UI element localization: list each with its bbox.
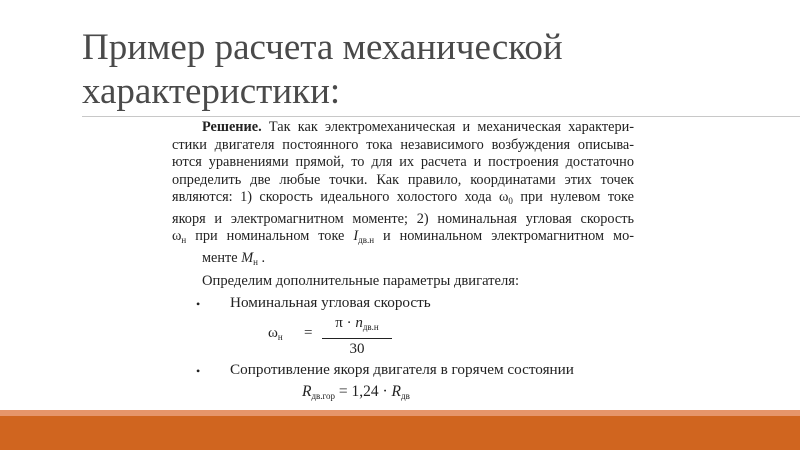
footer-bar (0, 416, 800, 450)
formula1-omega: ω (268, 324, 278, 341)
formula2-r1-subscript: дв.гор (311, 390, 336, 401)
formula2-r2-subscript: дв (401, 390, 410, 401)
solution-text-7a: при номинальном токе (186, 228, 354, 244)
solution-text-8b: . (257, 249, 266, 266)
solution-line-1 (172, 119, 634, 137)
solution-line-6: якоря и электромагнитном моменте; 2) номинальная угловая скорость (172, 210, 634, 227)
solution-text-5b: при нулевом токе (512, 189, 634, 205)
slide-title-line-1: Пример расчета механической (82, 27, 563, 68)
omega0-subscript: 0 (508, 196, 513, 206)
solution-line-3: ются уравнениями прямой, то для их расчета и построения достаточно (172, 154, 634, 170)
bullet-icon: • (196, 363, 201, 378)
solution-label: Решение. (202, 119, 262, 135)
solution-text-8a: менте (202, 249, 242, 266)
solution-line-7 (172, 228, 634, 250)
bullet-item-1 (172, 294, 634, 314)
moment-subscript: н (253, 256, 258, 267)
solution-line-5 (172, 189, 634, 211)
formula2-r1: R (302, 382, 312, 400)
formula2-expression (302, 383, 410, 406)
slide-content (172, 119, 634, 407)
formula1-n: n (355, 314, 363, 331)
formula1-pi: π · (335, 314, 356, 331)
formula1-denominator: 30 (349, 340, 365, 357)
fraction-bar (322, 338, 392, 339)
title-divider (82, 116, 800, 117)
bullet-text-1: Номинальная угловая скорость (230, 293, 431, 311)
solution-line-4: определить две любые точки. Как правило, координатами этих точек (172, 171, 634, 188)
bullet-item-2 (172, 361, 634, 381)
slide-title (82, 26, 722, 114)
omega-n-symbol: ω (172, 228, 182, 244)
bullet-icon: • (196, 296, 201, 311)
define-parameters-line: Определим дополнительные параметры двигателя: (202, 273, 520, 289)
solution-line-8 (172, 250, 634, 272)
formula1-fraction (322, 314, 392, 359)
formula1-numerator (322, 314, 392, 337)
formula1-omega-subscript: н (277, 331, 283, 342)
solution-line-2: стики двигателя постоянного тока независимого возбуждения описыва- (172, 136, 634, 153)
solution-text-1: Так как электромеханическая и механическая характери- (268, 119, 634, 135)
formula-nominal-speed (172, 314, 634, 358)
formula1-lhs (268, 325, 283, 347)
solution-paragraph (172, 119, 634, 271)
omega0-symbol: ω (498, 189, 509, 205)
formula1-n-subscript: дв.н (362, 321, 379, 332)
moment-symbol: M (241, 249, 254, 266)
bullet-text-2: Сопротивление якоря двигателя в горячем состоянии (230, 360, 574, 378)
formula1-equals: = (304, 324, 313, 341)
slide-title-line-2: характеристики: (82, 71, 341, 112)
formula2-coefficient: = 1,24 · (335, 382, 392, 400)
current-symbol: I (353, 228, 359, 244)
solution-text-7b: и номинальном электромагнитном мо- (374, 228, 634, 244)
formula2-r2: R (391, 382, 402, 400)
formula-hot-resistance (172, 381, 634, 407)
omega-n-subscript: н (181, 235, 187, 245)
current-subscript: дв.н (358, 235, 375, 245)
solution-text-5a: являются: 1) скорость идеального холостого хода (172, 189, 499, 205)
